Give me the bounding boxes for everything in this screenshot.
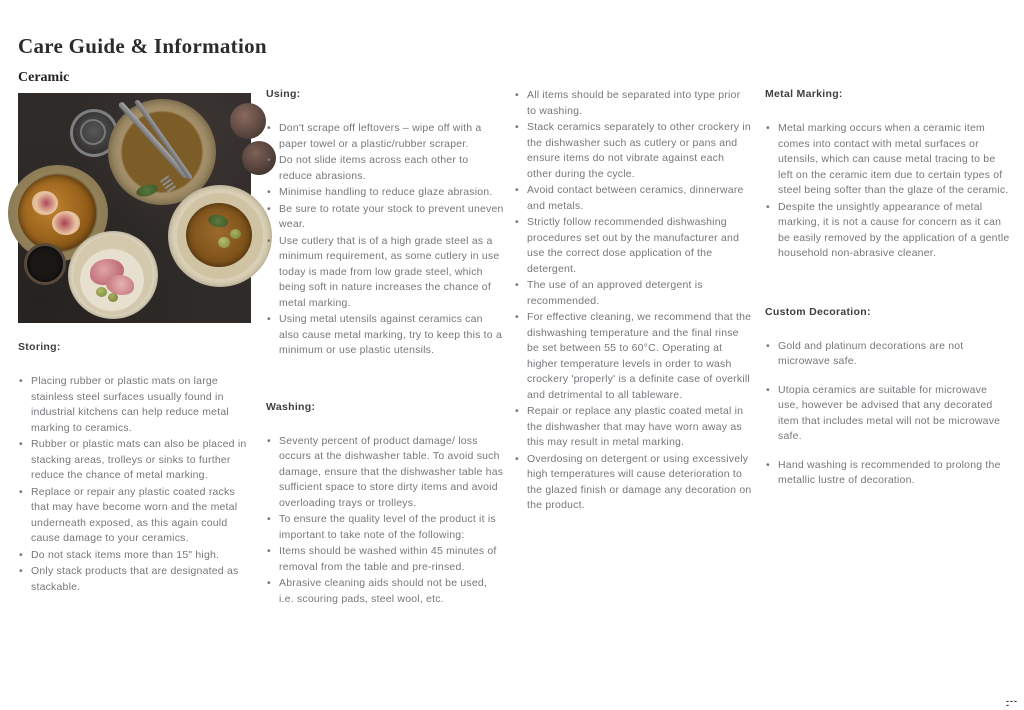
storing-bullet-list xyxy=(18,374,251,595)
bullet-item: • Metal marking occurs when a ceramic item comes into contact with metal surfaces or utensils, which can cause metal tracing to be left on the ceramic item due to certain types of steel being softer than the glaze of the ceramic. xyxy=(765,121,1010,199)
bullet-item: • Abrasive cleaning aids should not be used, i.e. scouring pads, steel wool, etc. xyxy=(266,576,504,607)
section-using xyxy=(266,88,504,359)
bullet-item: • Rubber or plastic mats can also be placed in stacking areas, trolleys or sinks to further reduce the chance of metal marking. xyxy=(18,437,251,484)
bullet-item: • Seventy percent of product damage/ loss occurs at the dishwasher table. To avoid such damage, ensure that the dishwasher table has sufficient space to store dirty items and avoid overloading trays or trolleys. xyxy=(266,434,504,512)
column-using-washing xyxy=(266,88,504,608)
peach-half-icon xyxy=(52,211,80,235)
olive-icon xyxy=(108,293,118,302)
olive-icon xyxy=(218,237,230,248)
bullet-item: • Stack ceramics separately to other crockery in the dishwasher such as cutlery or pans and ensure items do not vibrate against each other during the cycle. xyxy=(514,120,752,182)
olive-icon xyxy=(96,287,107,297)
bullet-item: • Using metal utensils against ceramics can also cause metal marking, try to keep this to a minimum or use plastic utensils. xyxy=(266,312,504,359)
washing-heading: Washing: xyxy=(266,400,316,413)
bullet-item: • Utopia ceramics are suitable for microwave use, however be advised that any decorated item that includes metal will not be microwave safe. xyxy=(765,383,1010,445)
section-storing xyxy=(18,341,251,595)
washing-continued-bullet-list xyxy=(514,88,752,514)
column-storing xyxy=(18,93,251,596)
bullet-item: • Don't scrape off leftovers – wipe off with a paper towel or a plastic/rubber scraper. xyxy=(266,121,504,152)
bullet-item: • Strictly follow recommended dishwashing procedures set out by the manufacturer and use the correct dose application of the detergent. xyxy=(514,215,752,277)
glass-rim-icon xyxy=(80,119,106,145)
bullet-item: • The use of an approved detergent is recommended. xyxy=(514,278,752,309)
bullet-item: • Do not slide items across each other to reduce abrasions. xyxy=(266,153,504,184)
custom-decoration-bullet-list xyxy=(765,339,1010,489)
page-footer-mark-clipped: ---- xyxy=(1006,696,1018,710)
section-washing xyxy=(266,401,504,608)
bullet-item: • Despite the unsightly appearance of metal marking, it is not a cause for concern as it can be easily removed by the application of a gentle household non-abrasive cleaner. xyxy=(765,200,1010,262)
bullet-item: • Do not stack items more than 15" high. xyxy=(18,548,251,564)
column-washing-continued xyxy=(514,88,752,515)
peach-half-icon xyxy=(32,191,58,215)
bullet-item: • Items should be washed within 45 minutes of removal from the table and pre-rinsed. xyxy=(266,544,504,575)
washing-bullet-list xyxy=(266,434,504,608)
tableware-photo xyxy=(18,93,251,323)
bullet-item: • Repair or replace any plastic coated metal in the dishwasher that may have worn away as this may result in metal marking. xyxy=(514,404,752,451)
page-title: Care Guide & Information xyxy=(18,34,267,59)
page-subtitle: Ceramic xyxy=(18,69,70,85)
bullet-item: • For effective cleaning, we recommend that the dishwashing temperature and the final rinse be set between 55 to 60°C. Operating at higher temperature levels in order to wash crockery 'properly' is a definite case of overkill and detrimental to all tableware. xyxy=(514,310,752,403)
metal-marking-heading: Metal Marking: xyxy=(765,88,843,100)
bullet-item: • Minimise handling to reduce glaze abrasion. xyxy=(266,185,504,201)
bullet-item: • Overdosing on detergent or using excessively high temperatures will cause deterioration to the glazed finish or damage any decoration on the product. xyxy=(514,452,752,514)
section-metal-marking xyxy=(765,88,1010,262)
bullet-item: • Only stack products that are designated as stackable. xyxy=(18,564,251,595)
bullet-item: • To ensure the quality level of the product it is important to take note of the following: xyxy=(266,512,504,543)
soup-icon xyxy=(186,203,252,267)
bullet-item: • Hand washing is recommended to prolong the metallic lustre of decoration. xyxy=(765,458,1010,489)
bullet-item: • All items should be separated into type prior to washing. xyxy=(514,88,752,119)
black-cup-icon xyxy=(24,243,66,285)
bullet-item: • Replace or repair any plastic coated racks that may have become worn and the metal underneath exposed, as this again could cause damage to your ceramics. xyxy=(18,485,251,547)
using-heading: Using: xyxy=(266,88,301,100)
olive-icon xyxy=(230,229,241,239)
copper-cup-icon xyxy=(230,103,266,139)
bullet-item: • Avoid contact between ceramics, dinnerware and metals. xyxy=(514,183,752,214)
bullet-item: • Use cutlery that is of a high grade steel as a minimum requirement, as some cutlery in use today is made from low grade steel, which being soft in nature increases the chance of metal marking. xyxy=(266,234,504,312)
metal-marking-bullet-list xyxy=(765,121,1010,262)
custom-decoration-heading: Custom Decoration: xyxy=(765,305,871,318)
storing-heading: Storing: xyxy=(18,341,61,353)
using-bullet-list xyxy=(266,121,504,359)
column-metal-custom xyxy=(765,88,1010,502)
bullet-item: • Gold and platinum decorations are not microwave safe. xyxy=(765,339,1010,370)
bullet-item: • Be sure to rotate your stock to prevent uneven wear. xyxy=(266,202,504,233)
bullet-item: • Placing rubber or plastic mats on large stainless steel surfaces usually found in industrial kitchens can help reduce metal marking to ceramics. xyxy=(18,374,251,436)
section-custom-decoration xyxy=(765,306,1010,489)
